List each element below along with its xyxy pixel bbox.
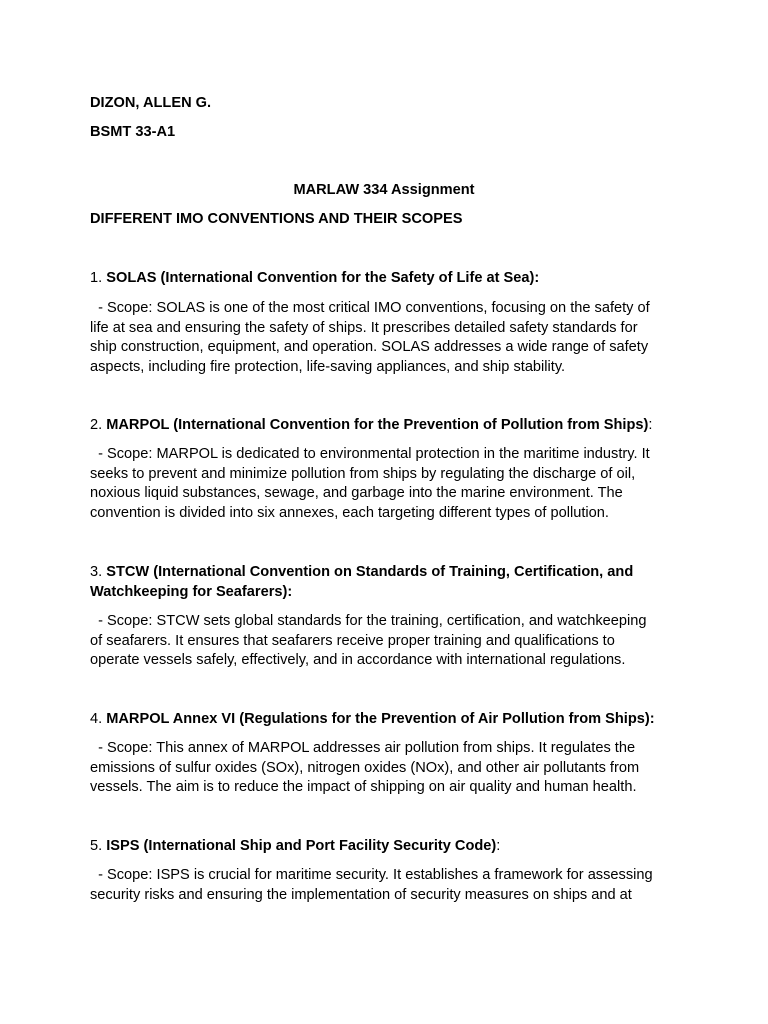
convention-scope-2 [90,445,690,523]
scope-line: emissions of sulfur oxides (SOx), nitrogen oxides (NOx), and other air pollutants from [90,759,640,776]
scope-line: of seafarers. It ensures that seafarers receive proper training and qualifications to [90,632,615,649]
student-name: DIZON, ALLEN G. [90,95,212,111]
convention-title: STCW (International Convention on Standards of Training, Certification, and [106,564,634,580]
convention-scope-4 [90,739,690,798]
convention-number: 3. [90,564,107,580]
convention-scope-3 [90,612,690,671]
convention-number: 2. [90,417,107,433]
course-title: MARLAW 334 Assignment [293,182,475,198]
convention-title: MARPOL (International Convention for the Prevention of Pollution from Ships) [106,417,649,433]
convention-title-line2: Watchkeeping for Seafarers): [90,583,293,600]
scope-line: operate vessels safely, effectively, and in accordance with international regulations. [90,652,626,669]
scope-line: security risks and ensuring the implementation of security measures on ships and at [90,886,632,903]
convention-number: 1. [90,270,107,286]
scope-line: convention is divided into six annexes, each targeting different types of pollution. [90,504,609,521]
scope-line: vessels. The aim is to reduce the impact of shipping on air quality and human health. [90,779,637,796]
scope-line: - Scope: MARPOL is dedicated to environmental protection in the maritime industry. It [90,446,650,462]
document-title: DIFFERENT IMO CONVENTIONS AND THEIR SCOPES [90,211,463,227]
convention-heading-3 [90,563,690,602]
convention-number: 5. [90,838,107,854]
scope-line: aspects, including fire protection, life-saving appliances, and ship stability. [90,358,566,375]
student-section: BSMT 33-A1 [90,124,176,140]
convention-heading-1 [90,269,690,289]
convention-scope-1 [90,299,690,377]
scope-line: ship construction, equipment, and operation. SOLAS addresses a wide range of safety [90,339,649,356]
scope-line: life at sea and ensuring the safety of ships. It prescribes detailed safety standards for [90,319,638,336]
convention-scope-5 [90,866,690,905]
convention-heading-4 [90,710,690,730]
convention-title: ISPS (International Ship and Port Facility Security Code) [106,838,497,854]
convention-heading-2 [90,416,690,436]
convention-suffix: : [648,417,653,433]
convention-title: MARPOL Annex VI (Regulations for the Prevention of Air Pollution from Ships): [106,711,655,727]
scope-line: noxious liquid substances, sewage, and garbage into the marine environment. The [90,485,623,502]
scope-line: - Scope: SOLAS is one of the most critical IMO conventions, focusing on the safety of [90,300,650,316]
convention-title: SOLAS (International Convention for the Safety of Life at Sea): [106,270,540,286]
scope-line: - Scope: STCW sets global standards for the training, certification, and watchkeeping [90,613,647,629]
convention-suffix: : [496,838,501,854]
convention-number: 4. [90,711,107,727]
scope-line: - Scope: ISPS is crucial for maritime security. It establishes a framework for assessing [90,867,653,883]
scope-line: seeks to prevent and minimize pollution from ships by regulating the discharge of oil, [90,465,636,482]
convention-heading-5 [90,837,690,857]
scope-line: - Scope: This annex of MARPOL addresses air pollution from ships. It regulates the [90,740,636,756]
